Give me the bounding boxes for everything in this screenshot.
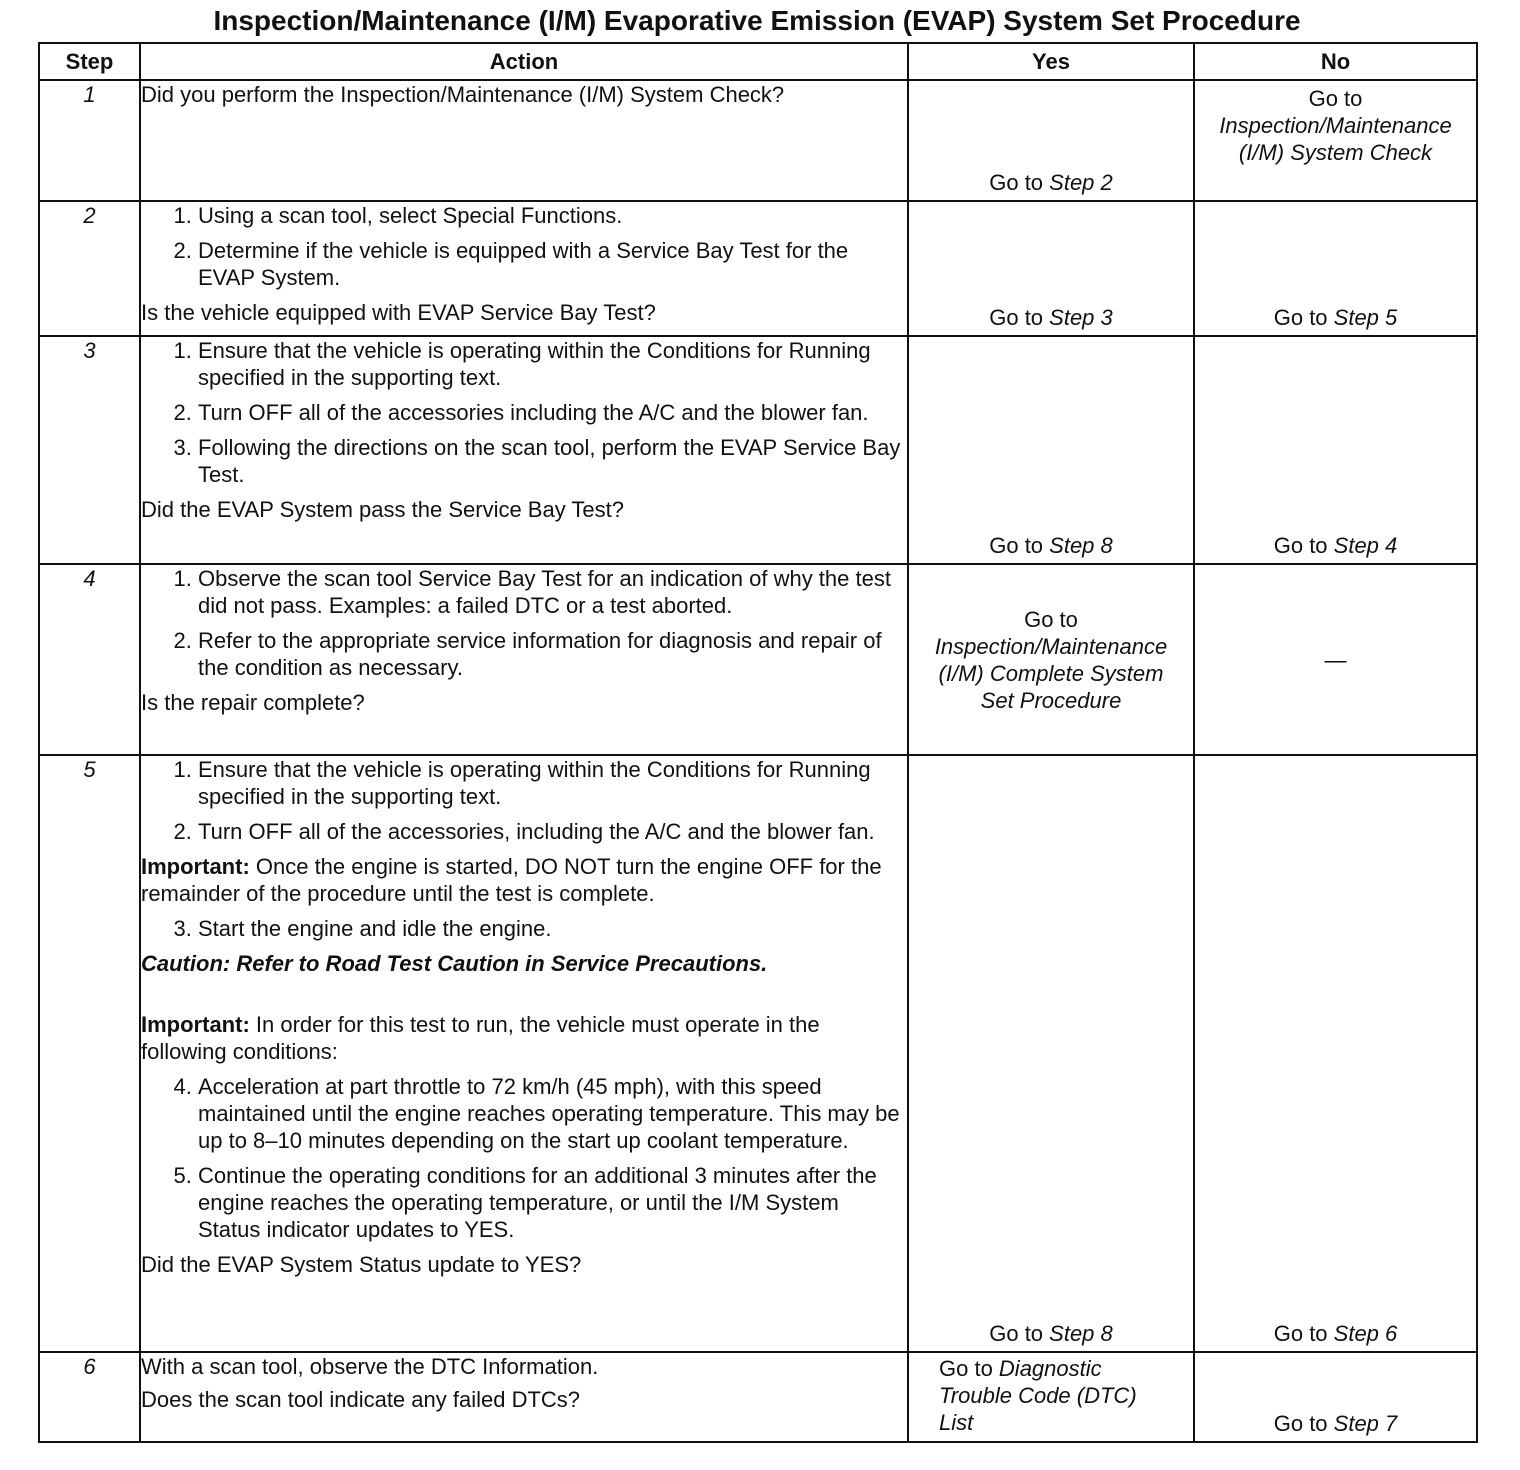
goto-link[interactable]: Step 5 [1333, 305, 1398, 330]
goto-link[interactable]: Diagnostic Trouble Code (DTC) List [939, 1356, 1137, 1435]
important-label: Important: [141, 854, 250, 879]
list-item: 1. Ensure that the vehicle is operating within the Conditions for Running specified in the supporting text. [198, 337, 907, 391]
no-goto[interactable] [1195, 304, 1476, 331]
list-item: 3. Following the directions on the scan tool, perform the EVAP Service Bay Test. [198, 434, 907, 488]
table-row-step-6 [39, 1352, 1477, 1442]
header-step: Step [39, 43, 140, 80]
goto-prefix: Go to [1273, 1411, 1334, 1436]
action-question: Did the EVAP System Status update to YES? [141, 1252, 582, 1277]
action-list [141, 915, 907, 942]
step-number: 2 [39, 201, 140, 336]
yes-cell[interactable] [908, 201, 1194, 336]
yes-cell[interactable] [908, 755, 1194, 1352]
goto-link[interactable]: Step 6 [1333, 1321, 1398, 1346]
important-text: Once the engine is started, DO NOT turn the engine OFF for the remainder of the procedure until the test is complete. [141, 854, 882, 906]
goto-prefix: Go to [1273, 305, 1334, 330]
goto-prefix: Go to [1273, 1321, 1334, 1346]
list-item: 1. Observe the scan tool Service Bay Test for an indication of why the test did not pass. Examples: a failed DTC or a test aborted. [198, 565, 907, 619]
goto-prefix: Go to [1024, 606, 1078, 632]
action-question: Does the scan tool indicate any failed DTCs? [141, 1387, 581, 1412]
no-goto[interactable] [1195, 1320, 1476, 1347]
action-cell [140, 80, 908, 201]
no-value: — [1324, 647, 1347, 672]
list-item: 3. Start the engine and idle the engine. [198, 915, 907, 942]
no-cell [1194, 564, 1477, 755]
yes-goto[interactable] [909, 304, 1193, 331]
yes-cell[interactable] [908, 336, 1194, 564]
action-cell [140, 1352, 908, 1442]
list-item: 1. Ensure that the vehicle is operating within the Conditions for Running specified in the supporting text. [198, 756, 907, 810]
step-number: 6 [39, 1352, 140, 1442]
yes-cell[interactable] [908, 564, 1194, 755]
goto-prefix: Go to [939, 1356, 999, 1381]
important-text: In order for this test to run, the vehicle must operate in the following conditions: [141, 1012, 820, 1064]
list-item: 1. Using a scan tool, select Special Functions. [198, 202, 907, 229]
important-note [141, 1011, 907, 1065]
step-number: 1 [39, 80, 140, 201]
table-row-step-4 [39, 564, 1477, 755]
goto-prefix: Go to [1273, 533, 1334, 558]
caution-note: Caution: Refer to Road Test Caution in Service Precautions. [141, 951, 768, 976]
action-question: Is the vehicle equipped with EVAP Service Bay Test? [141, 300, 656, 325]
no-cell[interactable] [1194, 201, 1477, 336]
table-row-step-2 [39, 201, 1477, 336]
table-row-step-1 [39, 80, 1477, 201]
table-header-row [39, 43, 1477, 80]
no-cell[interactable] [1194, 755, 1477, 1352]
action-question: Is the repair complete? [141, 690, 365, 715]
no-goto[interactable] [1195, 532, 1476, 559]
list-item: 5. Continue the operating conditions for an additional 3 minutes after the engine reaches the operating temperature, or until the I/M System Status indicator updates to YES. [198, 1162, 907, 1243]
goto-link[interactable]: Inspection/Maintenance (I/M) System Check [1219, 113, 1452, 165]
action-cell [140, 755, 908, 1352]
goto-prefix: Go to [989, 1321, 1050, 1346]
important-label: Important: [141, 1012, 250, 1037]
no-goto[interactable] [1195, 81, 1476, 166]
goto-prefix: Go to [989, 170, 1050, 195]
header-action: Action [140, 43, 908, 80]
table-row-step-5 [39, 755, 1477, 1352]
yes-goto[interactable] [909, 532, 1193, 559]
no-cell[interactable] [1194, 80, 1477, 201]
goto-prefix: Go to [989, 305, 1050, 330]
action-cell [140, 201, 908, 336]
list-item: 2. Refer to the appropriate service information for diagnosis and repair of the condition as necessary. [198, 627, 907, 681]
goto-link[interactable]: Step 7 [1333, 1411, 1398, 1436]
step-number: 3 [39, 336, 140, 564]
yes-goto[interactable] [909, 169, 1193, 196]
yes-goto[interactable] [909, 1353, 1193, 1436]
list-item: 2. Turn OFF all of the accessories, including the A/C and the blower fan. [198, 818, 907, 845]
goto-link[interactable]: Step 3 [1049, 305, 1113, 330]
no-goto[interactable] [1195, 1410, 1476, 1437]
list-item: 4. Acceleration at part throttle to 72 km/h (45 mph), with this speed maintained until the engine reaches operating temperature. This may be up to 8–10 minutes depending on the start up coolant temperature. [198, 1073, 907, 1154]
action-question: Did the EVAP System pass the Service Bay Test? [141, 497, 625, 522]
goto-prefix: Go to [1308, 86, 1363, 111]
header-no: No [1194, 43, 1477, 80]
no-cell[interactable] [1194, 1352, 1477, 1442]
action-question: Did you perform the Inspection/Maintenance (I/M) System Check? [141, 82, 785, 107]
page-title: Inspection/Maintenance (I/M) Evaporative Emission (EVAP) System Set Procedure [213, 5, 1301, 36]
goto-link[interactable]: Step 2 [1049, 170, 1113, 195]
action-list [141, 565, 907, 681]
action-list [141, 1073, 907, 1243]
goto-prefix: Go to [989, 533, 1050, 558]
yes-cell[interactable] [908, 80, 1194, 201]
yes-cell[interactable] [908, 1352, 1194, 1442]
goto-link[interactable]: Step 8 [1049, 533, 1113, 558]
list-item: 2. Turn OFF all of the accessories including the A/C and the blower fan. [198, 399, 907, 426]
procedure-table [38, 42, 1478, 1443]
step-number: 5 [39, 755, 140, 1352]
yes-goto[interactable] [909, 1320, 1193, 1347]
action-cell [140, 336, 908, 564]
action-list [141, 202, 907, 291]
action-line: With a scan tool, observe the DTC Information. [141, 1354, 599, 1379]
goto-link[interactable]: Step 8 [1049, 1321, 1113, 1346]
action-cell [140, 564, 908, 755]
no-cell[interactable] [1194, 336, 1477, 564]
header-yes: Yes [908, 43, 1194, 80]
step-number: 4 [39, 564, 140, 755]
goto-link[interactable]: Inspection/Maintenance (I/M) Complete System Set Procedure [934, 633, 1168, 713]
table-row-step-3 [39, 336, 1477, 564]
action-list [141, 337, 907, 488]
yes-goto[interactable] [909, 606, 1193, 714]
goto-link[interactable]: Step 4 [1333, 533, 1398, 558]
list-item: 2. Determine if the vehicle is equipped with a Service Bay Test for the EVAP System. [198, 237, 907, 291]
action-list [141, 756, 907, 845]
important-note [141, 853, 907, 907]
